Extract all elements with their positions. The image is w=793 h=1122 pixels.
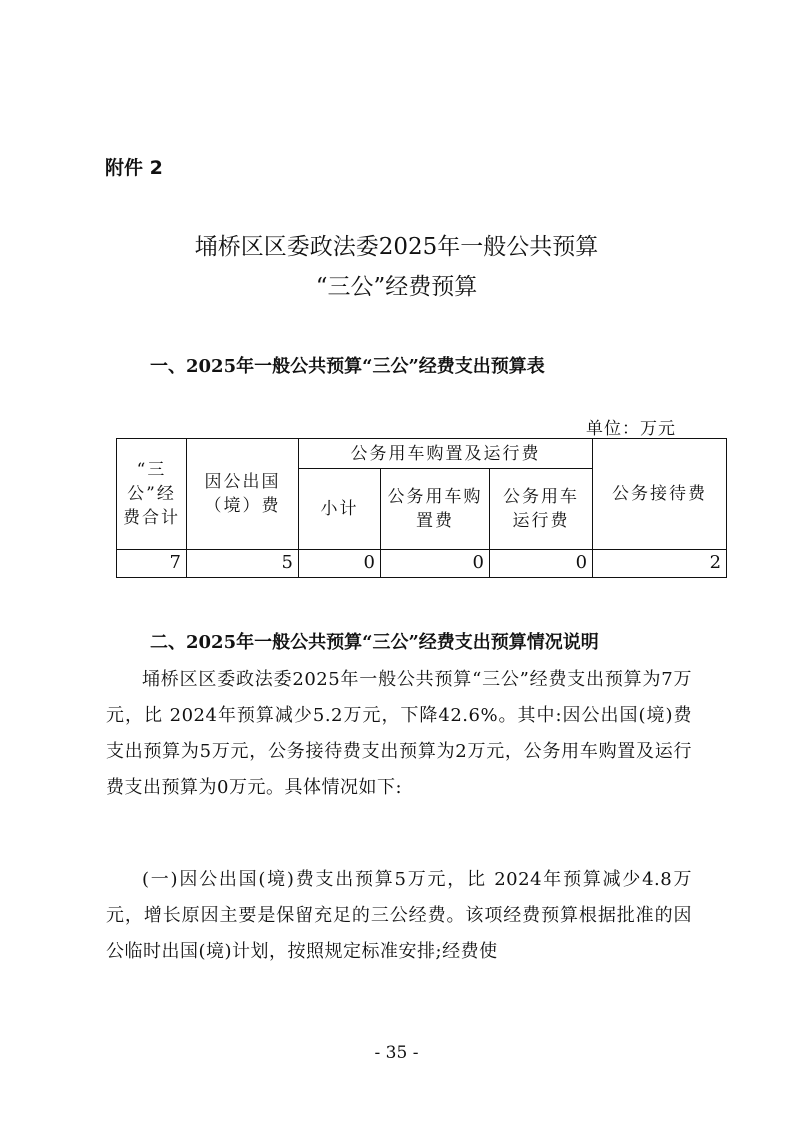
document-title-line-2: “三公”经费预算 — [315, 274, 478, 300]
header-total: “三公”经费合计 — [117, 439, 187, 550]
table-header-row — [117, 439, 727, 469]
header-vehicle-purchase: 公务用车购置费 — [381, 469, 490, 550]
page-number: - 35 - — [374, 1043, 419, 1063]
header-reception: 公务接待费 — [593, 439, 727, 550]
header-abroad: 因公出国（境）费 — [187, 439, 299, 550]
document-title-line-1: 埇桥区区委政法委2025年一般公共预算 — [194, 234, 599, 260]
unit-label: 单位：万元 — [586, 419, 676, 439]
section-2-heading: 二、2025年一般公共预算“三公”经费支出预算情况说明 — [150, 632, 599, 653]
header-subtotal: 小计 — [299, 469, 381, 550]
value-vehicle-operation: 0 — [490, 549, 593, 577]
value-vehicle-purchase: 0 — [381, 549, 490, 577]
value-abroad: 5 — [187, 549, 299, 577]
value-reception: 2 — [593, 549, 727, 577]
header-vehicle-group: 公务用车购置及运行费 — [299, 439, 593, 469]
budget-table — [116, 438, 727, 578]
explanation-paragraph-1: 埇桥区区委政法委2025年一般公共预算“三公”经费支出预算为7万元，比 2024年预算减少5.2万元，下降42.6%。其中:因公出国(境)费支出预算为5万元，公务接待费支出预算为2万元，公务用车购置及运行费支出预算为0万元。具体情况如下: — [106, 669, 692, 798]
header-vehicle-operation: 公务用车运行费 — [490, 469, 593, 550]
section-1-heading: 一、2025年一般公共预算“三公”经费支出预算表 — [150, 356, 545, 377]
value-total: 7 — [117, 549, 187, 577]
explanation-paragraph-2: (一)因公出国(境)费支出预算5万元，比 2024年预算减少4.8万元，增长原因主要是保留充足的三公经费。该项经费预算根据批准的因公临时出国(境)计划，按照规定标准安排;经费使 — [106, 869, 692, 962]
attachment-label: 附件 2 — [105, 157, 163, 179]
table-row — [117, 549, 727, 577]
value-subtotal: 0 — [299, 549, 381, 577]
